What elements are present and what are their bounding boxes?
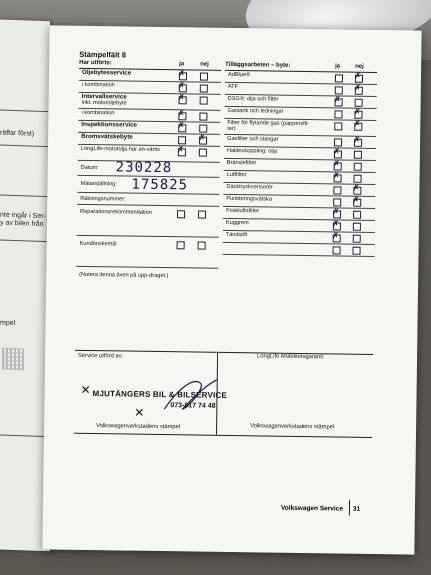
- row-label: Luftfilter: [226, 171, 247, 179]
- checkbox-nej[interactable]: [355, 99, 363, 107]
- checkbox-ja[interactable]: [334, 110, 342, 118]
- check-mark: ✗: [332, 147, 341, 158]
- row-label: i kombination: [81, 109, 115, 117]
- mileage-row: Mätarställning: 175825: [77, 176, 219, 195]
- left-header: Har utförts: ja nej: [79, 60, 221, 71]
- checkbox-nej[interactable]: [199, 113, 207, 121]
- check-mark: ✗: [353, 71, 362, 82]
- left-page-pattern: [2, 348, 24, 371]
- row-label: Filter för flytande gas (pappersfil-ter): [227, 119, 310, 133]
- row-label: [226, 244, 316, 245]
- row-label: Punkteringsvätska: [226, 195, 273, 203]
- workshop-stamp: [80, 379, 228, 420]
- left-page-text: mpel: [0, 319, 16, 328]
- check-mark: ✗: [177, 81, 186, 92]
- row-label: Däcktrycksensorer: [226, 183, 273, 191]
- longlife-label: LongLife Mobilitetsgaranti:: [257, 353, 325, 361]
- form-title: Stämpelfält 8: [79, 49, 127, 60]
- mileage-value: 175825: [131, 176, 189, 194]
- row-label: Bromsvätskebyte: [81, 132, 133, 141]
- check-mark: ✗: [198, 133, 206, 144]
- checkbox-nej[interactable]: [199, 125, 207, 133]
- row-label: Intervallservice: [81, 92, 127, 101]
- stamp-label-right: Volkswagenverkstadens stämpel: [250, 423, 335, 431]
- row-label: DSG®: olja och filter: [227, 95, 279, 103]
- left-rows: [78, 69, 221, 163]
- check-mark: ✗: [331, 231, 340, 242]
- row-label: Gastank och ledningar: [227, 107, 284, 115]
- check-mark: ✗: [177, 93, 186, 104]
- stamp-name: MJUTÄNGERS BIL & BILSERVICE: [92, 389, 228, 400]
- checkbox-nej[interactable]: [200, 85, 208, 93]
- stamp-form: [78, 49, 377, 431]
- checkbox[interactable]: [198, 242, 206, 250]
- right-rows: [222, 71, 377, 257]
- service-label: Service utförd av:: [78, 352, 124, 360]
- customer-row: Kundönskemål: [76, 236, 218, 269]
- date-row: Datum: 230228: [78, 161, 220, 178]
- checkbox-ja[interactable]: [334, 138, 342, 146]
- stamp-label-left: Volkswagenverkstadens stämpel: [96, 423, 181, 431]
- checkbox-nej[interactable]: [353, 223, 361, 231]
- row-label: i kombination: [81, 81, 115, 89]
- left-page-text: y av bilen från: [0, 219, 44, 228]
- stamp-phone: 073-817 74 48: [170, 402, 216, 410]
- row-label: ATF: [227, 83, 239, 91]
- left-page-text: räffar först): [0, 129, 35, 138]
- check-mark: ✗: [332, 207, 340, 218]
- date-value: 230228: [115, 159, 173, 177]
- row-label: Oljebytesservice: [81, 68, 132, 77]
- service-section: [74, 350, 373, 438]
- row-label: LongLife-motorolja har an-vänts: [80, 145, 160, 153]
- check-mark: ✗: [353, 107, 362, 118]
- right-column: [222, 62, 377, 257]
- row-label: Bränslefilter: [226, 159, 257, 167]
- check-mark: ✗: [352, 183, 361, 194]
- checkbox-nej[interactable]: [354, 151, 362, 159]
- row-label: Friskluftsfilter: [226, 207, 260, 215]
- checkbox[interactable]: [177, 241, 185, 249]
- row-label: Inspektionsservice: [81, 120, 138, 129]
- repair-row: Reparationsrekommendation: [77, 205, 219, 238]
- footer-brand: Volkswagen Service: [280, 504, 344, 513]
- checkbox-nej[interactable]: [200, 97, 208, 105]
- checkbox-nej[interactable]: [354, 163, 362, 171]
- checkbox-ja[interactable]: [334, 122, 342, 130]
- checkbox-ja[interactable]: [333, 186, 341, 194]
- check-mark: ✗: [352, 195, 360, 206]
- left-page-text: nte ingår i Ser-: [0, 211, 46, 221]
- checkbox-nej[interactable]: [354, 175, 362, 183]
- row-label: Tändstift: [225, 231, 248, 239]
- checkbox-nej[interactable]: [200, 73, 208, 81]
- checkbox-nej[interactable]: [353, 211, 361, 219]
- checklist-row: [222, 243, 374, 257]
- check-mark: ✗: [331, 219, 340, 230]
- row-label: Haldexkoppling: olja: [226, 147, 278, 155]
- checkbox[interactable]: [177, 210, 185, 218]
- signature: [160, 375, 221, 416]
- invoice-row: Räkningsnummer:: [77, 193, 219, 207]
- right-header: Tilläggsarbeten – byte: ja nej: [225, 62, 377, 73]
- row-label: AdBlue®: [227, 71, 251, 79]
- row-label: Gasfilter och slangar: [227, 135, 279, 143]
- row-sublabel: inkl. motoroljebyte: [81, 99, 127, 107]
- checkbox-ja[interactable]: [335, 86, 343, 94]
- check-mark: ✗: [177, 109, 186, 120]
- wrench-icon: ✕: [134, 405, 145, 420]
- checkbox-ja[interactable]: [178, 136, 186, 144]
- page-number: 31: [352, 505, 361, 513]
- checkbox[interactable]: [198, 211, 206, 219]
- checkbox-ja[interactable]: [335, 74, 343, 82]
- left-column: [76, 60, 221, 289]
- checklist-row: [79, 93, 221, 111]
- check-mark: ✗: [333, 95, 342, 106]
- checkbox-nej[interactable]: [199, 149, 207, 157]
- form-page: [42, 25, 421, 554]
- check-mark: ✗: [353, 83, 362, 94]
- check-mark: ✗: [177, 121, 185, 132]
- check-mark: ✗: [177, 69, 186, 80]
- checkbox-nej[interactable]: [353, 247, 361, 255]
- checkbox-nej[interactable]: [353, 235, 361, 243]
- check-mark: ✗: [353, 135, 361, 146]
- checkbox-ja[interactable]: [333, 246, 341, 254]
- check-mark: ✗: [332, 159, 341, 170]
- note-row: (Notera denna även på upp-draget.): [79, 271, 169, 280]
- row-label: Kuggrem: [225, 219, 249, 227]
- check-mark: ✗: [176, 145, 185, 156]
- checkbox-ja[interactable]: [333, 198, 341, 206]
- check-mark: ✗: [332, 171, 341, 182]
- check-mark: ✗: [353, 119, 361, 130]
- wrench-icon: ✕: [80, 382, 91, 398]
